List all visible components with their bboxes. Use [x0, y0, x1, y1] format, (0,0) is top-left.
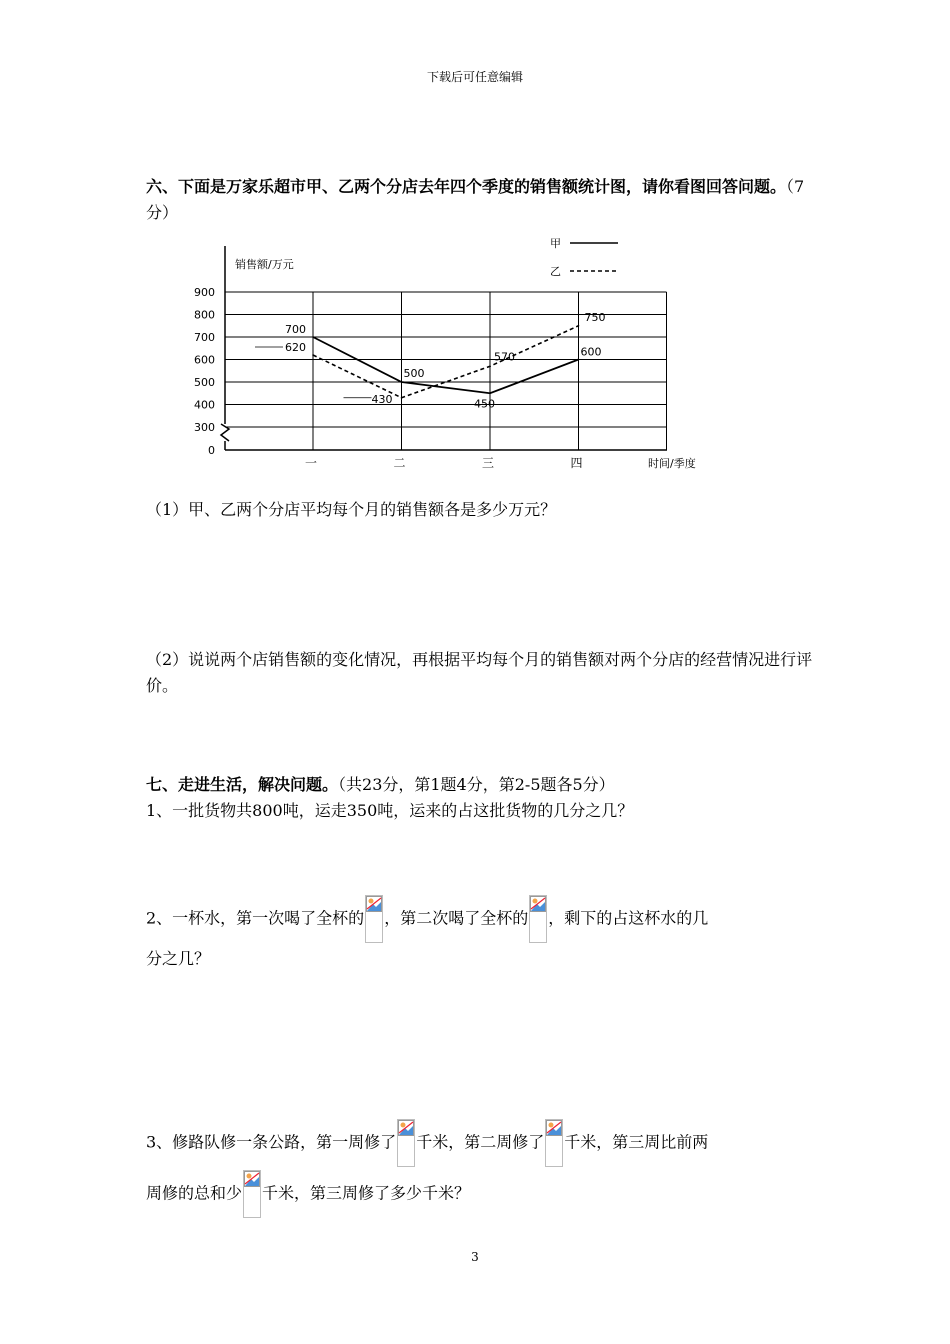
y-tick-label: 500 [194, 376, 215, 389]
chart-labels [255, 311, 606, 411]
data-point [578, 325, 580, 327]
data-label: 500 [403, 367, 425, 380]
sales-line-chart [180, 228, 740, 478]
data-point [312, 354, 314, 356]
data-label: 430 [371, 392, 393, 406]
question-7-2-text-a: 2、一杯水，第一次喝了全杯的 [146, 908, 365, 928]
data-label: 600 [580, 345, 602, 359]
fraction-image-icon [243, 1170, 261, 1218]
x-axis-label: 时间/季度 [648, 457, 696, 470]
x-tick-label: 四 [570, 456, 583, 470]
data-point [489, 365, 491, 367]
legend-label: 乙 [550, 265, 561, 278]
section-7-title [146, 772, 816, 798]
data-label: 570 [494, 350, 515, 364]
fraction-image-icon [397, 1119, 415, 1167]
x-tick-label: 三 [481, 456, 495, 470]
y-tick-label: 300 [194, 421, 215, 434]
series-line-jia [313, 337, 579, 393]
data-label: 620 [285, 341, 306, 354]
question-6-1: （1）甲、乙两个分店平均每个月的销售额各是多少万元？ [146, 500, 557, 519]
chart-legend [550, 237, 618, 278]
question-7-3-text-d: 周修的总和少 [146, 1183, 243, 1203]
data-point [578, 359, 580, 361]
y-tick-label: 600 [194, 353, 215, 367]
question-7-2-text-c: ，剩下的占这杯水的几 [548, 908, 709, 928]
section-6-title-text: 六、下面是万家乐超市甲、乙两个分店去年四个季度的销售额统计图，请你看图回答问题。 [146, 177, 787, 196]
question-7-2-line-1 [146, 895, 708, 943]
y-tick-label: 700 [194, 331, 215, 344]
y-axis-label: 销售额/万元 [235, 258, 294, 271]
y-tick-label: 0 [208, 444, 215, 457]
section-7-score: （共23分，第1题4分，第2-5题各5分） [338, 775, 615, 794]
section-6-score: （7分） [146, 177, 805, 222]
fraction-image-icon [365, 895, 383, 943]
fraction-image-icon [545, 1119, 563, 1167]
question-7-3-text-a: 3、修路队修一条公路，第一周修了 [146, 1132, 397, 1152]
data-label: 450 [474, 397, 495, 411]
data-point [312, 336, 314, 338]
chart-series [312, 325, 579, 399]
y-tick-label: 800 [194, 308, 215, 322]
data-point [401, 381, 403, 383]
data-point [489, 392, 491, 394]
question-7-3-line-1 [146, 1119, 708, 1167]
page-number: 3 [471, 1250, 479, 1264]
y-tick-label: 900 [194, 286, 215, 299]
x-tick-label: 二 [393, 456, 406, 470]
question-7-3-text-b: 千米，第二周修了 [416, 1132, 545, 1152]
question-7-3-text-e: 千米，第三周修了多少千米？ [262, 1183, 471, 1203]
section-6-title [146, 174, 816, 226]
data-label: 750 [584, 310, 606, 324]
question-7-1: 1、一批货物共800吨，运走350吨，运来的占这批货物的几分之几？ [146, 801, 634, 820]
question-7-3-line-2 [146, 1170, 470, 1218]
header-note: 下载后可任意编辑 [426, 70, 523, 84]
data-label: 700 [285, 323, 306, 336]
question-7-3-text-c: 千米，第三周比前两 [564, 1132, 709, 1152]
chart-axes [194, 246, 696, 470]
legend-label: 甲 [550, 237, 561, 250]
question-7-2-text-b: ，第二次喝了全杯的 [384, 908, 529, 928]
y-tick-label: 400 [194, 398, 215, 412]
question-6-2: （2）说说两个店销售额的变化情况，再根据平均每个月的销售额对两个分店的经营情况进行评价。 [146, 650, 813, 695]
section-7-title-text: 七、走进生活，解决问题。 [146, 775, 339, 794]
data-point [401, 397, 403, 399]
question-7-2-line-2: 分之几？ [146, 949, 211, 968]
x-tick-label: 一 [304, 456, 318, 470]
fraction-image-icon [529, 895, 547, 943]
